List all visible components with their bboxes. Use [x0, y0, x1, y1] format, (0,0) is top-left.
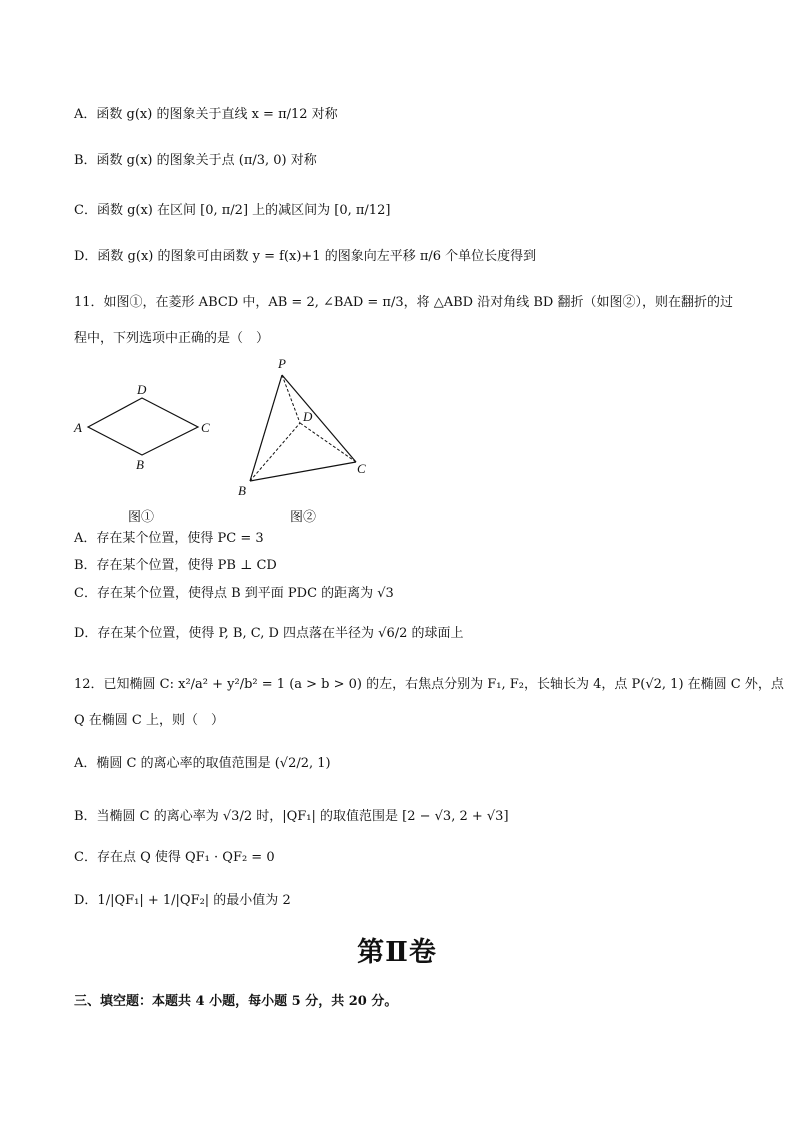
q11-option-d: D．存在某个位置，使得 P, B, C, D 四点落在半径为 √6/2 的球面上: [74, 626, 464, 641]
label-a: A: [74, 420, 82, 435]
label-d: D: [137, 382, 147, 397]
q10-option-c: C．函数 g(x) 在区间 [0, π/2] 上的减区间为 [0, π/12]: [74, 203, 391, 218]
figure-tetrahedron: [236, 355, 386, 500]
q10-option-b: B．函数 g(x) 的图象关于点 (π/3, 0) 对称: [74, 153, 317, 168]
label-d2: D: [303, 409, 313, 424]
label-b2: B: [238, 483, 246, 498]
figure2-caption: 图②: [290, 510, 317, 525]
edge-pc: [282, 375, 356, 462]
q12-stem-line1: 12．已知椭圆 C: x²/a² + y²/b² = 1 (a > b > 0) 的左，右焦点分别为 F₁, F₂，长轴长为 4，点 P(√2, 1) 在椭圆 C 外，点: [74, 677, 784, 692]
edge-bd: [250, 423, 300, 481]
q11-option-b: B．存在某个位置，使得 PB ⊥ CD: [74, 558, 277, 573]
section-heading: 三、填空题：本题共 4 小题，每小题 5 分，共 20 分。: [74, 994, 398, 1009]
edge-bc: [250, 462, 356, 481]
label-c2: C: [357, 461, 366, 476]
q12-option-a: A．椭圆 C 的离心率的取值范围是 (√2/2, 1): [74, 756, 331, 771]
q12-option-b: B．当椭圆 C 的离心率为 √3/2 时，|QF₁| 的取值范围是 [2 − √3, 2 + √3]: [74, 809, 509, 824]
label-p: P: [278, 356, 286, 371]
q12-option-d: D．1/|QF₁| + 1/|QF₂| 的最小值为 2: [74, 893, 291, 908]
part-title: 第Ⅱ卷: [357, 937, 437, 968]
q10-option-d: D．函数 g(x) 的图象可由函数 y = f(x)+1 的图象向左平移 π/6 个单位长度得到: [74, 249, 537, 264]
figure-rhombus: [70, 380, 220, 480]
edge-pd: [282, 375, 300, 423]
q10-option-a: A．函数 g(x) 的图象关于直线 x = π/12 对称: [74, 107, 338, 122]
label-b: B: [136, 457, 144, 472]
label-c: C: [201, 420, 210, 435]
q11-stem-line1: 11．如图①，在菱形 ABCD 中，AB = 2, ∠BAD = π/3，将 △ABD 沿对角线 BD 翻折（如图②），则在翻折的过: [74, 295, 733, 310]
q12-option-c: C．存在点 Q 使得 QF₁ · QF₂ = 0: [74, 850, 275, 865]
q11-stem-line2: 程中，下列选项中正确的是（ ）: [74, 331, 270, 346]
q12-stem-line2: Q 在椭圆 C 上，则（ ）: [74, 713, 225, 728]
q11-option-c: C．存在某个位置，使得点 B 到平面 PDC 的距离为 √3: [74, 586, 394, 601]
rhombus-shape: [88, 398, 198, 455]
figure1-caption: 图①: [128, 510, 155, 525]
q11-option-a: A．存在某个位置，使得 PC = 3: [74, 531, 264, 546]
edge-pb: [250, 375, 282, 481]
